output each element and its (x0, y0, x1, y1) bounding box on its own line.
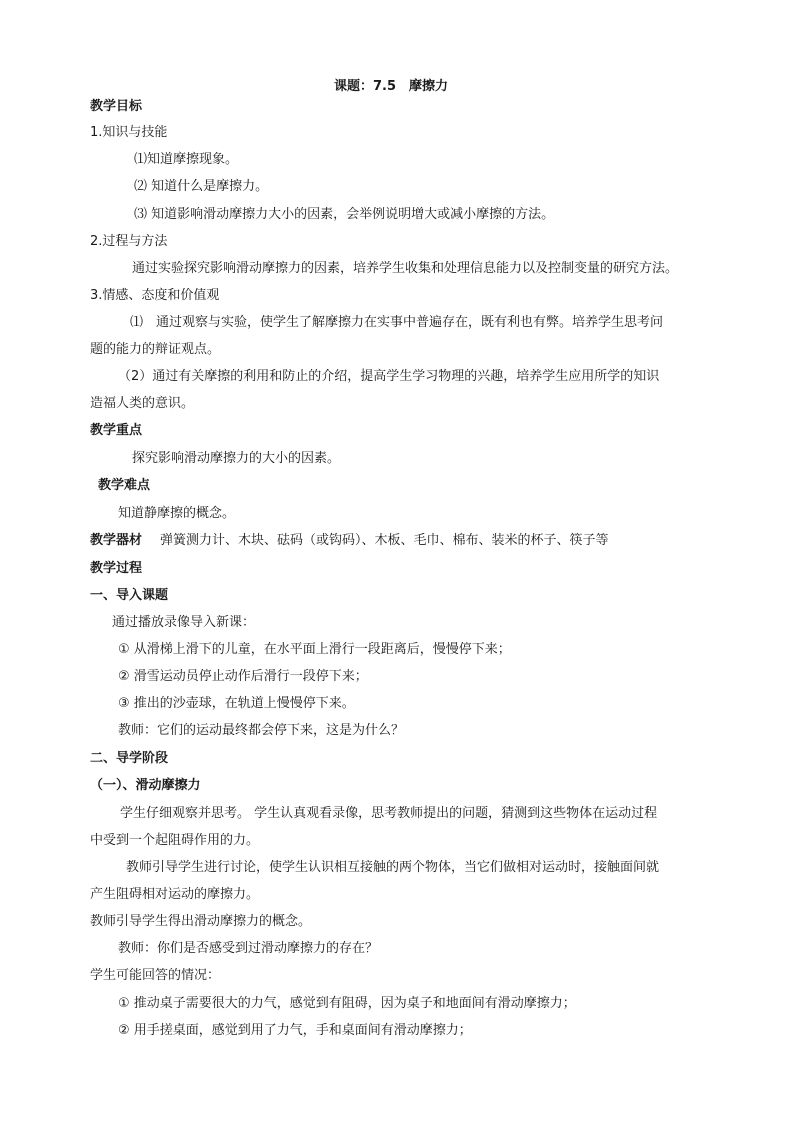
emotion-heading: 3.情感、态度和价值观 (90, 288, 220, 303)
guide-p5: 学生可能回答的情况： (90, 968, 221, 983)
intro-item-2: ② 滑雪运动员停止动作后滑行一段停下来； (118, 669, 368, 684)
equipment-text: 弹簧测力计、木块、砝码（或钩码）、木板、毛巾、棉布、装米的杯子、筷子等 (160, 533, 609, 548)
key-point-text: 探究影响滑动摩擦力的大小的因素。 (132, 451, 341, 466)
difficulty-heading: 教学难点 (98, 478, 151, 493)
objectives-heading: 教学目标 (90, 99, 143, 114)
emotion-p1-line1: ⑴ 通过观察与实验，使学生了解摩擦力在实事中普遍存在，既有利也有弊。培养学生思考问 (130, 315, 664, 330)
guide-p2-line2: 产生阻碍相对运动的摩擦力。 (90, 887, 260, 902)
guide-answer-1: ① 推动桌子需要很大的力气，感觉到有阻碍，因为桌子和地面间有滑动摩擦力； (118, 996, 576, 1011)
guide-heading: 二、导学阶段 (90, 751, 169, 766)
difficulty-text: 知道静摩擦的概念。 (118, 506, 236, 521)
process-method-text: 通过实验探究影响滑动摩擦力的因素，培养学生收集和处理信息能力以及控制变量的研究方法。 (132, 261, 679, 276)
guide-p2-line1: 教师引导学生进行讨论，使学生认识相互接触的两个物体，当它们做相对运动时，接触面间就 (126, 860, 660, 875)
process-method-heading: 2.过程与方法 (90, 234, 168, 249)
knowledge-heading: 1.知识与技能 (90, 125, 168, 140)
intro-question: 教师：它们的运动最终都会停下来，这是为什么？ (118, 723, 405, 738)
equipment-heading: 教学器材 (90, 533, 143, 548)
knowledge-item-2: ⑵ 知道什么是摩擦力。 (134, 179, 269, 194)
guide-answer-2: ② 用手搓桌面，感觉到用了力气，手和桌面间有滑动摩擦力； (118, 1023, 472, 1038)
guide-p1-line2: 中受到一个起阻碍作用的力。 (90, 833, 260, 848)
guide-p1-line1: 学生仔细观察并思考。 学生认真观看录像，思考教师提出的问题，猜测到这些物体在运动过程 (120, 806, 658, 821)
teaching-process-heading: 教学过程 (90, 561, 143, 576)
knowledge-item-1: ⑴知道摩擦现象。 (134, 152, 239, 167)
intro-heading: 一、导入课题 (90, 588, 169, 603)
knowledge-item-3: ⑶ 知道影响滑动摩擦力大小的因素，会举例说明增大或减小摩擦的方法。 (134, 207, 555, 222)
key-point-heading: 教学重点 (90, 423, 143, 438)
emotion-p2-line2: 造福人类的意识。 (90, 396, 195, 411)
intro-item-1: ① 从滑梯上滑下的儿童，在水平面上滑行一段距离后，慢慢停下来； (118, 642, 511, 657)
intro-item-3: ③ 推出的沙壶球，在轨道上慢慢停下来。 (118, 696, 355, 711)
emotion-p2-line1: （2）通过有关摩擦的利用和防止的介绍，提高学生学习物理的兴趣，培养学生应用所学的知识 (118, 369, 660, 384)
guide-sub-heading: （一）、滑动摩擦力 (90, 778, 201, 793)
emotion-p1-line2: 题的能力的辩证观点。 (90, 342, 221, 357)
lesson-title: 课题：7.5 摩擦力 (334, 79, 449, 94)
guide-p4: 教师：你们是否感受到过滑动摩擦力的存在？ (118, 941, 379, 956)
guide-p3: 教师引导学生得出滑动摩擦力的概念。 (90, 914, 312, 929)
intro-lead: 通过播放录像导入新课： (112, 615, 256, 630)
